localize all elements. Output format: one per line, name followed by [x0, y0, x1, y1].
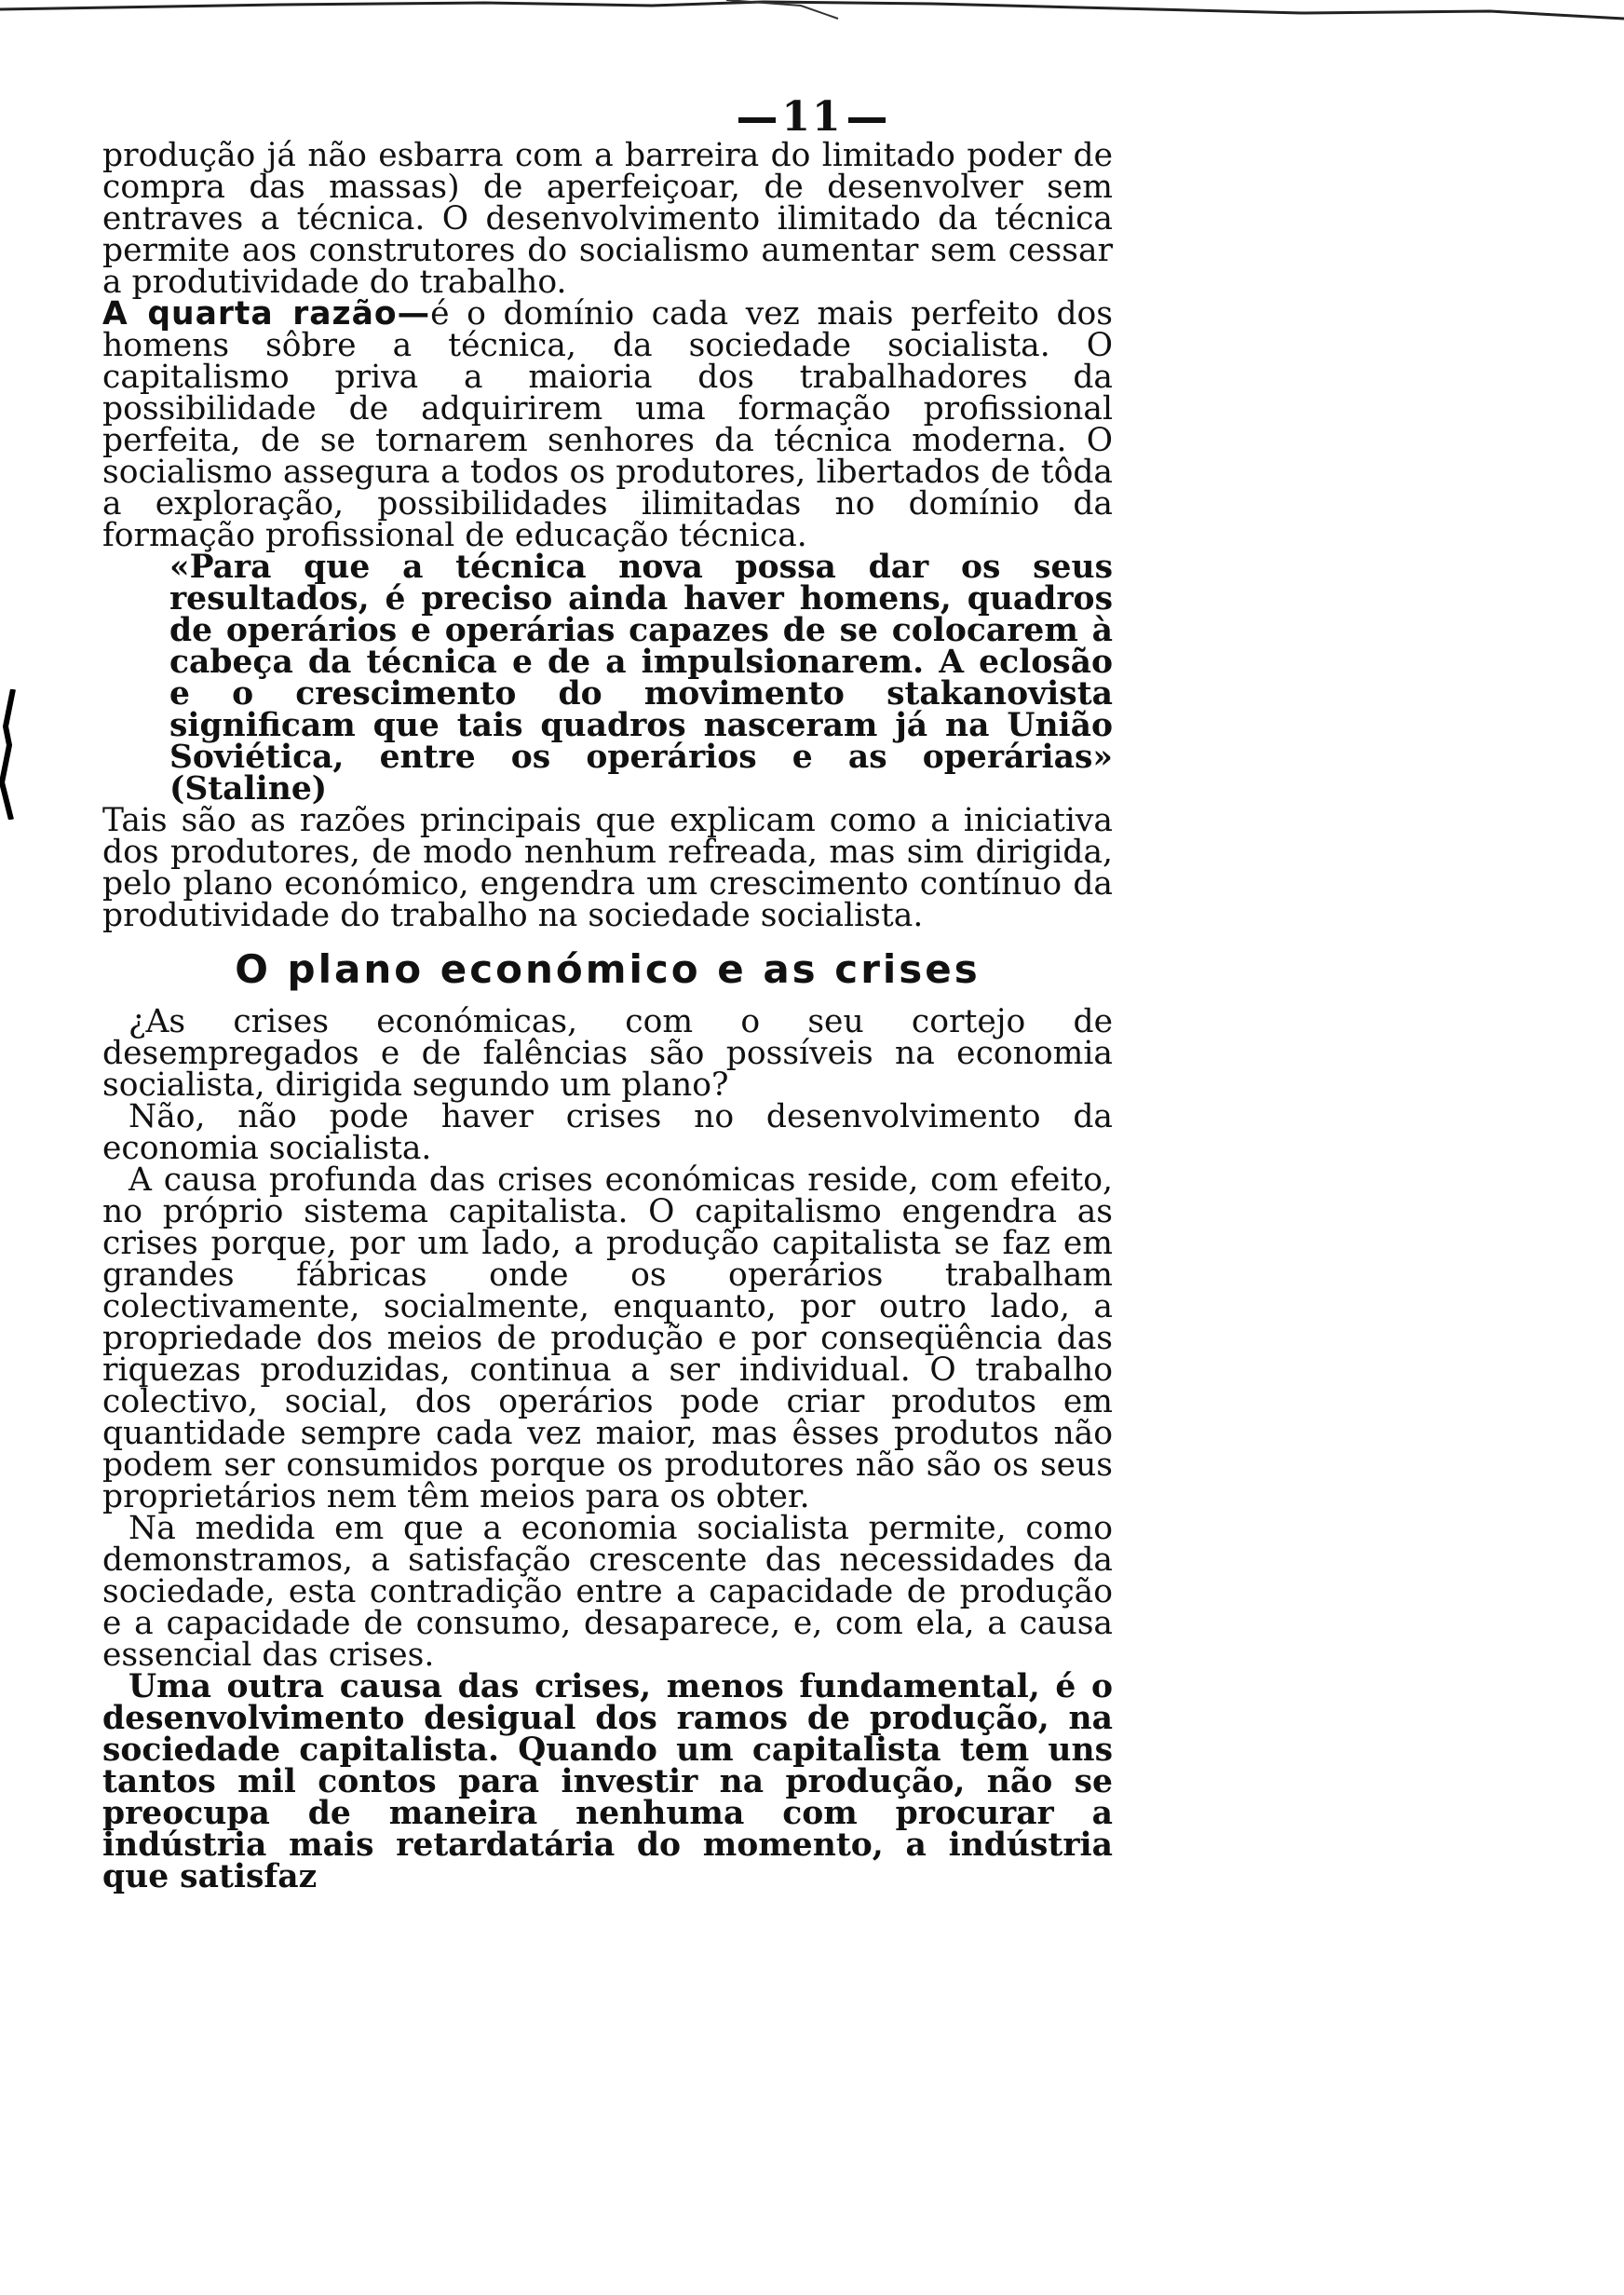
paragraph-3: Tais são as razões principais que explicam como a iniciativa dos produtores, de modo nenhum refreada, mas sim dirigida, pelo plano económico, engendra um crescimento contínuo da produtividade do trabalho na sociedade socialista. [102, 802, 1113, 934]
margin-bracket-mark [0, 689, 19, 823]
section-paragraph-2: Não, não pode haver crises no desenvolvimento da economia socialista. [102, 1098, 1113, 1167]
section-title: O plano económico e as crises [235, 946, 981, 992]
section-paragraph-3: A causa profunda das crises económicas reside, com efeito, no próprio sistema capitalista. O capitalismo engendra as crises porque, por um lado, a produção capitalista se faz em grandes fábricas onde os operários trabalham colectivamente, socialmente, enquanto, por outro lado, a propriedade dos meios de produção e por conseqüência das riquezas produzidas, continua a ser individual. O trabalho colectivo, social, dos operários pode criar produtos em quantidade sempre cada vez maior, mas êsses produtos não podem ser consumidos porque os produtores não são os seus proprietários nem têm meios para os obter. [102, 1161, 1113, 1515]
page-number-dash-left [738, 117, 776, 123]
paragraph-2 [102, 295, 1114, 554]
paragraph-2-lead: A quarta razão— [102, 295, 431, 333]
page-number-text: 11 [781, 93, 843, 141]
stalin-quote: «Para que a técnica nova possa dar os seus resultados, é preciso ainda haver homens, quadros de operários e operárias capazes de se colocarem à cabeça da técnica e de a impulsionarem. A eclosão e o crescimento do movimento stakanovista significam que tais quadros nasceram já na União Soviética, entre os operários e as operárias» (Staline) [169, 549, 1113, 808]
section-paragraph-4: Na medida em que a economia socialista permite, como demonstramos, a satisfação crescente das necessidades da sociedade, esta contradição entre a capacidade de produção e a capacidade de consumo, desaparece, e, com ela, a causa essencial das crises. [102, 1510, 1113, 1674]
text-column [102, 137, 1114, 1895]
paragraph-1: produção já não esbarra com a barreira do limitado poder de compra das massas) de aperfeiçoar, de desenvolver sem entraves a técnica. O desenvolvimento ilimitado da técnica permite aos construtores do socialismo aumentar sem cessar a produtividade do trabalho. [102, 137, 1113, 301]
page-number [0, 93, 1624, 141]
page-number-dash-right [848, 117, 886, 123]
section-paragraph-1: ¿As crises económicas, com o seu cortejo de desempregados e de falências são possíveis na economia socialista, dirigida segundo um plano? [102, 1003, 1113, 1104]
scan-edge-line [0, 0, 1624, 37]
paragraph-2-body: é o domínio cada vez mais perfeito dos homens sôbre a técnica, da sociedade socialista. O capitalismo priva a maioria dos trabalhadores da possibilidade de adquirirem uma formação profissional perfeita, de se tornarem senhores da técnica moderna. O socialismo assegura a todos os produtores, libertados de tôda a exploração, possibilidades ilimitadas no domínio da formação profissional de educação técnica. [102, 295, 1114, 554]
section-paragraph-5: Uma outra causa das crises, menos fundamental, é o desenvolvimento desigual dos ramos de produção, na sociedade capitalista. Quando um capitalista tem uns tantos mil contos para investir na produção, não se preocupa de maneira nenhuma com procurar a indústria mais retardatária do momento, a indústria que satisfaz [102, 1668, 1113, 1895]
